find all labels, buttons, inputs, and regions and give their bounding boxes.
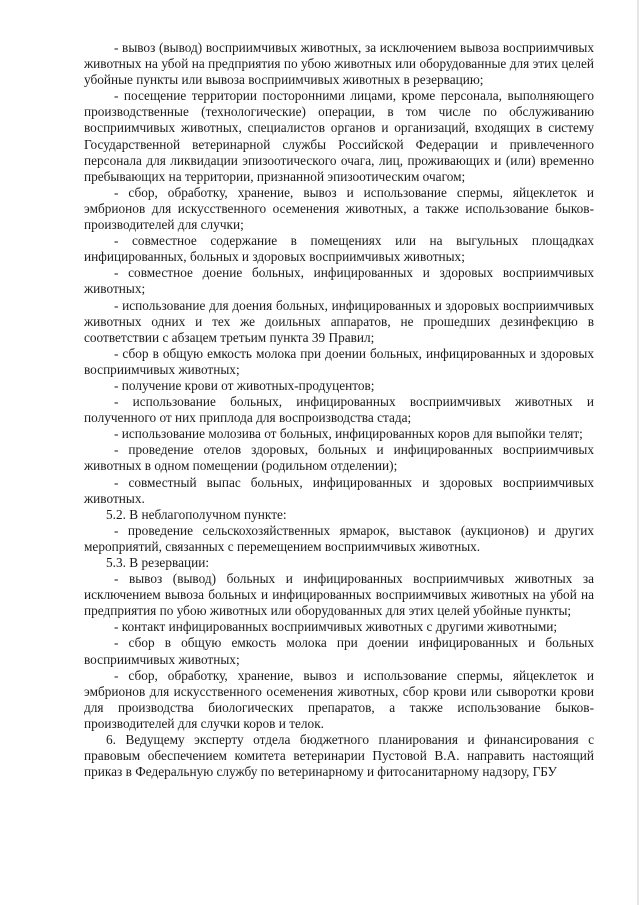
restriction-item-milk-collection: - сбор в общую емкость молока при доении больных, инфицированных и здоровых восприимчивых животных; [84,345,594,377]
restriction-item-fairs: - проведение сельскохозяйственных ярмарок, выставок (аукционов) и других мероприятий, связанных с перемещением восприимчивых животных. [84,522,594,554]
restriction-item-calving: - проведение отелов здоровых, больных и инфицированных восприимчивых животных в одном помещении (родильном отделении); [84,442,594,474]
restriction-item-reservation-sperm: - сбор, обработку, хранение, вывоз и использование спермы, яйцеклеток и эмбрионов для искусственного осеменения животных, сбор крови или сыворотки крови для производства биологических препаратов, а также использование быков-производителей для случки коров и телок. [84,667,594,731]
restriction-item-herd-reproduction: - использование больных, инфицированных восприимчивых животных и полученного от них приплода для воспроизводства стада; [84,394,594,426]
restriction-item-reservation-milk: - сбор в общую емкость молока при доении инфицированных и больных восприимчивых животных; [84,635,594,667]
restriction-item-milking-machines: - использование для доения больных, инфицированных и здоровых восприимчивых животных одних и тех же доильных аппаратов, не прошедших дезинфекцию в соответствии с абзацем третьим пункта 39 Правил; [84,297,594,345]
restriction-item-reservation-export: - вывоз (вывод) больных и инфицированных восприимчивых животных за исключением вывоза больных и инфицированных восприимчивых животных на убой на предприятия по убою животных или оборудованных для этих целей убойные пункты; [84,571,594,619]
restriction-item-colostrum: - использование молозива от больных, инфицированных коров для выпойки телят; [114,426,583,442]
section-heading-5-3: 5.3. В резервации: [106,555,210,570]
restriction-item-visitors: - посещение территории посторонними лицами, кроме персонала, выполняющего производственные (технологические) операции, в том числе по обслуживанию восприимчивых животных, специалистов органов и организаций, входящих в систему Государственной ветеринарной службы Российской Федерации и привлеченного персонала для ликвидации эпизоотического очага, лиц, проживающих и (или) временно пребывающих на территории, признанной эпизоотическим очагом; [84,88,594,184]
order-paragraph-6: 6. Ведущему эксперту отдела бюджетного планирования и финансирования с правовым обеспечением комитета ветеринарии Пустовой В.А. направить настоящий приказ в Федеральную службу по ветеринарному и фитосанитарному надзору, ГБУ [84,732,594,780]
restriction-item-blood-collection: - получение крови от животных-продуцентов; [114,377,375,393]
restriction-item-sperm-collection: - сбор, обработку, хранение, вывоз и использование спермы, яйцеклеток и эмбрионов для искусственного осеменения животных, а также использование быков-производителей для случки; [84,184,594,233]
restriction-item-joint-milking: - совместное доение больных, инфицированных и здоровых восприимчивых животных; [84,265,594,297]
restriction-item-export: - вывоз (вывод) восприимчивых животных, за исключением вывоза восприимчивых животных на убой на предприятия по убою животных или оборудованные для этих целей убойные пункты или вывоза восприимчивых животных в резервацию; [84,40,594,88]
restriction-item-joint-keeping: - совместное содержание в помещениях или на выгульных площадках инфицированных, больных и здоровых восприимчивых животных; [84,233,594,265]
restriction-item-contact: - контакт инфицированных восприимчивых животных с другими животными; [114,619,558,635]
restriction-item-joint-grazing: - совместный выпас больных, инфицированных и здоровых восприимчивых животных. [84,474,594,506]
section-heading-5-2: 5.2. В неблагополучном пункте: [106,506,287,522]
